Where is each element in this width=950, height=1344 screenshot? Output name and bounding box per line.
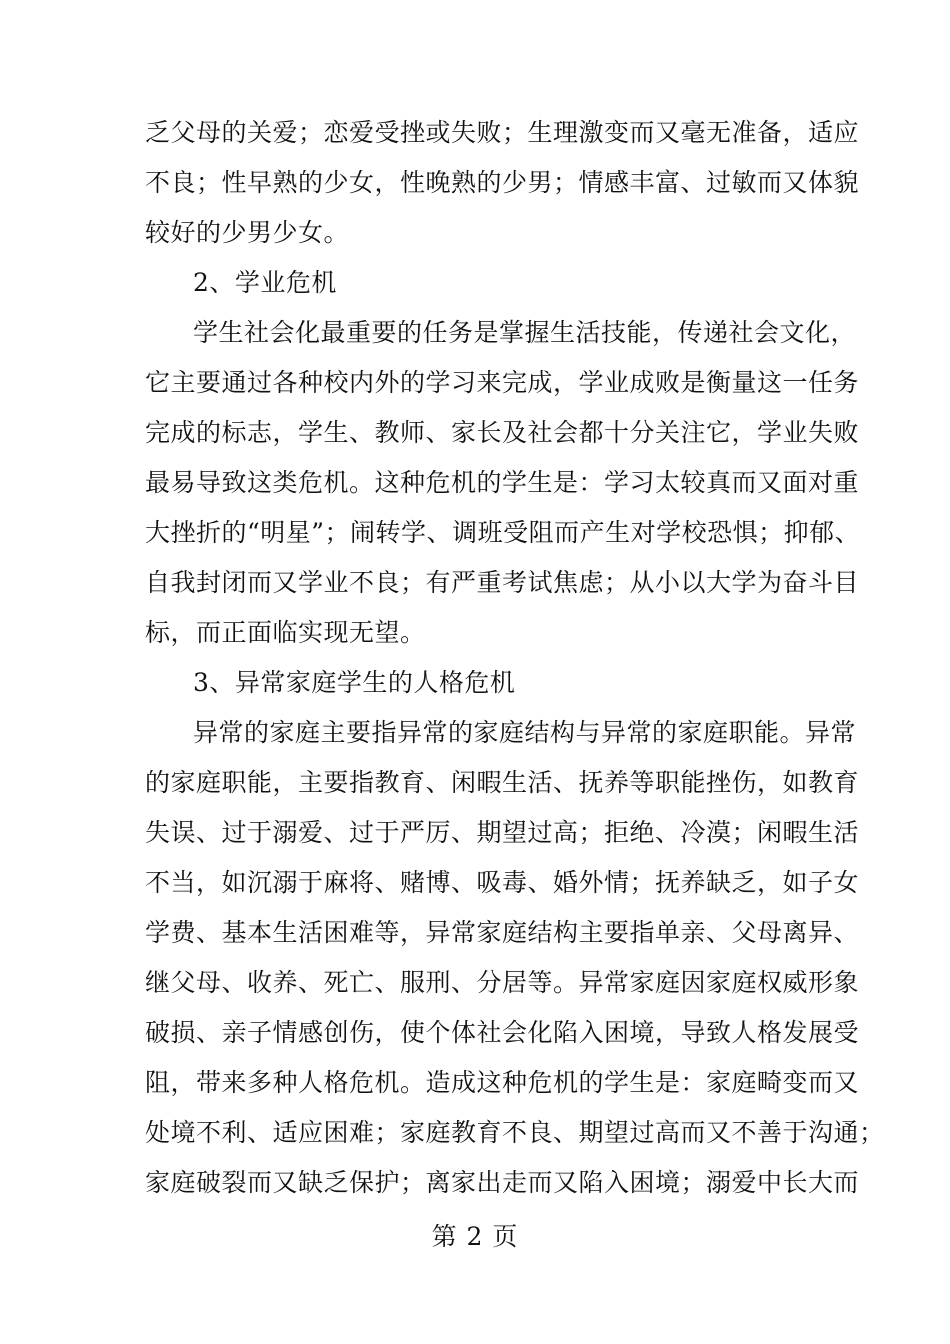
text-line: 处境不利、适应困难；家庭教育不良、期望过高而又不善于沟通；: [145, 1118, 885, 1147]
text-line: 继父母、收养、死亡、服刑、分居等。异常家庭因家庭权威形象: [145, 968, 860, 997]
text-line: 完成的标志，学生、教师、家长及社会都十分关注它，学业失败: [145, 418, 860, 447]
text-line: 破损、亲子情感创伤，使个体社会化陷入困境，导致人格发展受: [145, 1018, 860, 1047]
text-line: 不良；性早熟的少女，性晚熟的少男；情感丰富、过敏而又体貌: [145, 168, 860, 197]
text-line: 乏父母的关爱；恋爱受挫或失败；生理激变而又毫无准备，适应: [145, 118, 860, 147]
text-line: 阻，带来多种人格危机。造成这种危机的学生是：家庭畸变而又: [145, 1068, 860, 1097]
text-line: 自我封闭而又学业不良；有严重考试焦虑；从小以大学为奋斗目: [145, 568, 860, 597]
text-line: 它主要通过各种校内外的学习来完成，学业成败是衡量这一任务: [145, 368, 860, 397]
text-line: 家庭破裂而又缺乏保护；离家出走而又陷入困境；溺爱中长大而: [145, 1168, 860, 1197]
page-number: 第 2 页: [431, 1222, 519, 1251]
text-line: 学费、基本生活困难等，异常家庭结构主要指单亲、父母离异、: [145, 918, 860, 947]
text-line: 学生社会化最重要的任务是掌握生活技能，传递社会文化，: [193, 318, 857, 347]
text-line: 较好的少男少女。: [145, 218, 350, 247]
text-line: 不当，如沉溺于麻将、赌博、吸毒、婚外情；抚养缺乏，如子女: [145, 868, 860, 897]
text-line: 的家庭职能，主要指教育、闲暇生活、抚养等职能挫伤，如教育: [145, 768, 860, 797]
text-line: 大挫折的“明星”；闹转学、调班受阻而产生对学校恐惧；抑郁、: [145, 518, 861, 547]
section-heading: 2、学业危机: [193, 268, 337, 297]
text-line: 异常的家庭主要指异常的家庭结构与异常的家庭职能。异常: [193, 718, 857, 747]
section-heading: 3、异常家庭学生的人格危机: [193, 668, 516, 697]
text-line: 最易导致这类危机。这种危机的学生是：学习太较真而又面对重: [145, 468, 860, 497]
text-line: 标，而正面临实现无望。: [145, 618, 426, 647]
text-line: 失误、过于溺爱、过于严厉、期望过高；拒绝、冷漠；闲暇生活: [145, 818, 860, 847]
